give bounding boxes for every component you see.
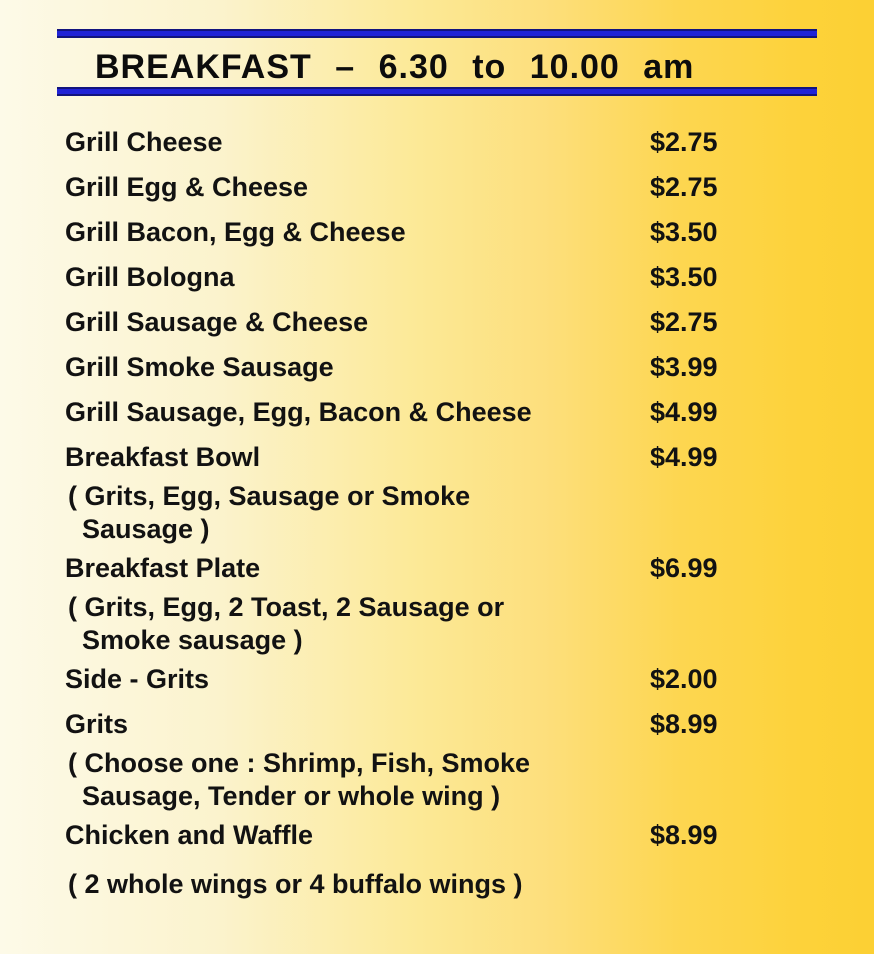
menu-item-row — [0, 210, 874, 255]
menu-item-note: ( Grits, Egg, Sausage or Smoke — [68, 481, 471, 511]
menu-item-price: $4.99 — [650, 442, 718, 472]
menu-item-name: Grill Sausage & Cheese — [65, 307, 369, 337]
menu-item-note: ( Choose one : Shrimp, Fish, Smoke — [68, 748, 531, 778]
menu-title: BREAKFAST – 6.30 to 10.00 am — [95, 48, 695, 86]
menu-item-name: Grill Cheese — [65, 127, 223, 157]
menu-item-name: Grits — [65, 709, 129, 739]
menu-item-row — [0, 300, 874, 345]
menu-item-price: $8.99 — [650, 820, 718, 850]
menu-item-name: Grill Sausage, Egg, Bacon & Cheese — [65, 397, 532, 427]
menu-item-row — [0, 657, 874, 702]
menu-item-row — [0, 165, 874, 210]
menu-item-price: $3.50 — [650, 262, 718, 292]
menu-item-name: Grill Bologna — [65, 262, 235, 292]
menu-item-name: Side - Grits — [65, 664, 210, 694]
menu-item-price: $2.75 — [650, 307, 718, 337]
menu-item-price: $3.99 — [650, 352, 718, 382]
menu-item-note: Sausage ) — [82, 514, 210, 544]
menu-item-row — [0, 435, 874, 480]
menu-item-note: ( 2 whole wings or 4 buffalo wings ) — [68, 869, 523, 899]
top-divider-line — [57, 29, 817, 38]
menu-item-row — [0, 702, 874, 747]
menu-item-row — [0, 813, 874, 858]
menu-item-price: $4.99 — [650, 397, 718, 427]
menu-item-row — [0, 390, 874, 435]
menu-item-price: $2.75 — [650, 127, 718, 157]
menu-item-name: Breakfast Bowl — [65, 442, 261, 472]
menu-item-row — [0, 255, 874, 300]
menu-item-name: Grill Smoke Sausage — [65, 352, 334, 382]
menu-item-note: ( Grits, Egg, 2 Toast, 2 Sausage or — [68, 592, 505, 622]
menu-item-row — [0, 345, 874, 390]
menu-item-price: $3.50 — [650, 217, 718, 247]
menu-item-name: Grill Bacon, Egg & Cheese — [65, 217, 406, 247]
menu-item-price: $6.99 — [650, 553, 718, 583]
menu-item-price: $2.00 — [650, 664, 718, 694]
menu-item-name: Chicken and Waffle — [65, 820, 314, 850]
menu-item-note: Sausage, Tender or whole wing ) — [82, 781, 501, 811]
menu-item-row — [0, 546, 874, 591]
menu-item-price: $8.99 — [650, 709, 718, 739]
menu-item-name: Breakfast Plate — [65, 553, 261, 583]
menu-item-price: $2.75 — [650, 172, 718, 202]
menu-item-row — [0, 120, 874, 165]
menu-item-name: Grill Egg & Cheese — [65, 172, 309, 202]
title-underline — [57, 87, 817, 96]
menu-list — [0, 120, 874, 901]
bottom-edge-strip — [0, 954, 874, 960]
menu-item-note: Smoke sausage ) — [82, 625, 303, 655]
